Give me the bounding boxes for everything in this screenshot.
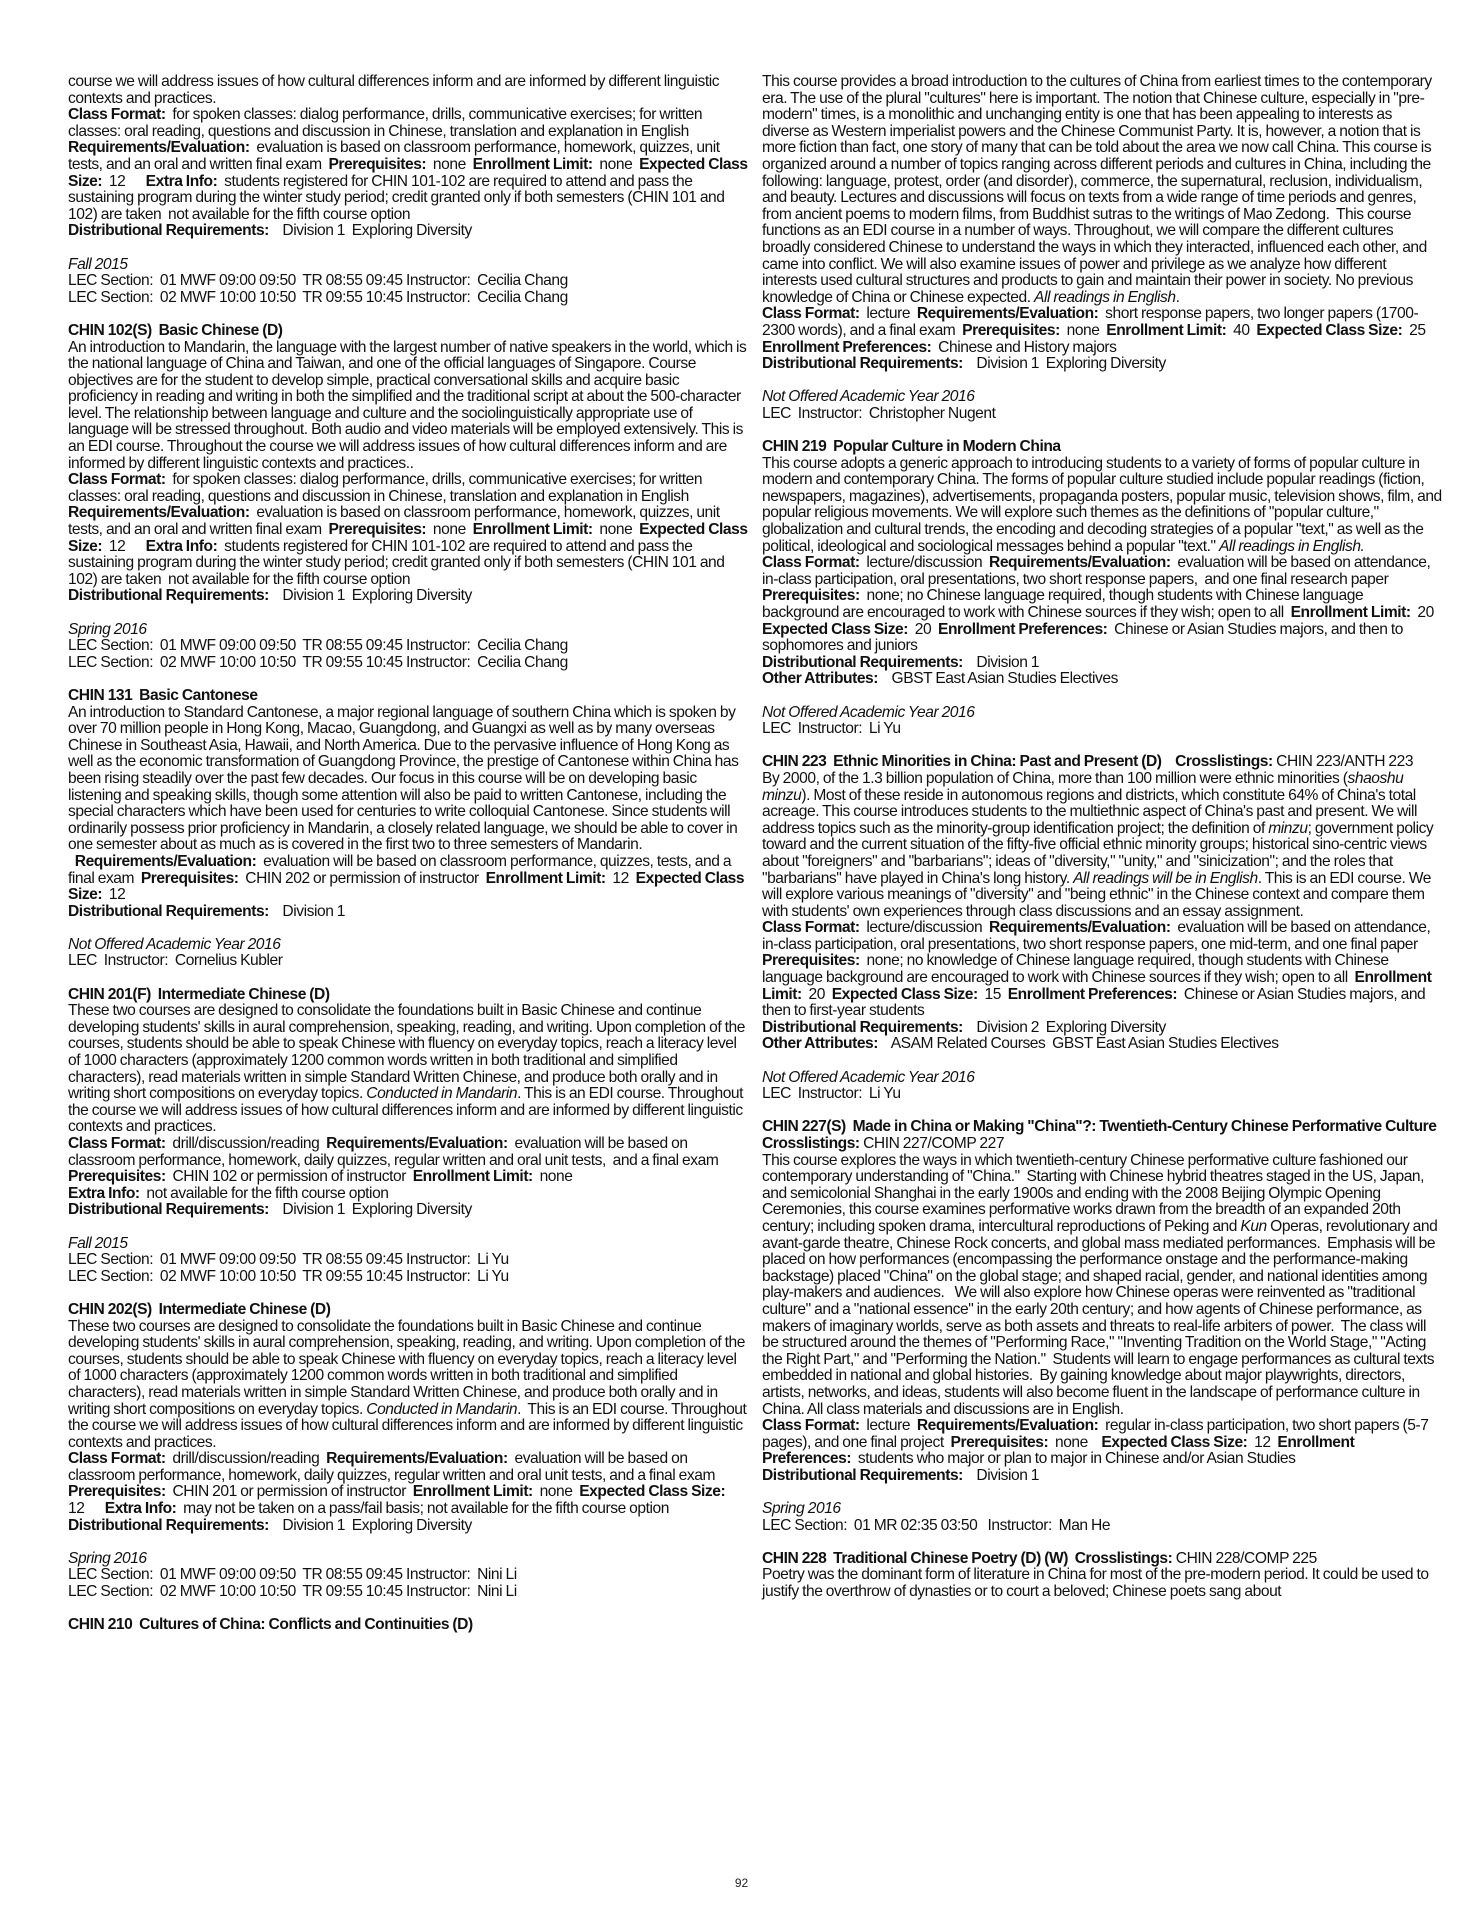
paragraph-gap (68, 1219, 748, 1236)
text-paragraph (762, 406, 1442, 423)
text-paragraph (68, 1302, 748, 1319)
paragraph-gap (762, 422, 1442, 439)
body-text (68, 853, 75, 870)
bold-text: CHIN 201(F) Intermediate Chinese (D) (68, 985, 330, 1003)
page-number: 92 (734, 1876, 749, 1890)
bold-text: Enrollment Limit: (412, 1168, 533, 1186)
text-paragraph (68, 953, 748, 970)
body-text: CHIN 202 or permission of instructor (238, 869, 486, 887)
body-text: Division 1 Exploring Diversity (268, 222, 472, 240)
body-text: for spoken classes: dialog performance, drills, communicative exercises; for written classes: oral reading, questions and discussion in Chinese, translation and explanation in English (68, 471, 706, 505)
body-text: LEC Instructor: Christopher Nugent (762, 404, 996, 422)
body-text: evaluation will be based on classroom performance, homework, daily quizzes, regular written and oral unit tests, and a final exam (68, 1450, 722, 1484)
text-paragraph (68, 854, 748, 904)
body-text: none (426, 155, 473, 173)
body-text: Division 1 (268, 902, 346, 920)
bold-text: Requirements/Evaluation: (326, 1135, 508, 1152)
body-text: 20 (1410, 604, 1441, 621)
bold-text: CHIN 228 Traditional Chinese Poetry (D) (W) Crosslistings: (762, 1549, 1173, 1567)
body-text: drill/discussion/reading (165, 1450, 327, 1468)
text-paragraph (68, 257, 748, 274)
text-paragraph (68, 74, 748, 107)
bold-text: Distributional Requirements: (68, 1516, 269, 1534)
text-paragraph (68, 1269, 748, 1286)
body-text: 12 (102, 537, 146, 555)
paragraph-gap (68, 306, 748, 323)
text-paragraph (68, 1236, 748, 1253)
body-text: lecture/discussion (859, 919, 990, 937)
bold-text: CHIN 227(S) Made in China or Making "China"?: Twentieth-Century Chinese Performative Culture Crosslistings: (762, 1118, 1451, 1152)
text-paragraph (68, 273, 748, 290)
body-text: regular in-class participation, two short papers (5-7 pages), and one final project (762, 1417, 1432, 1451)
body-text: Division 1 Exploring Diversity (268, 587, 472, 605)
bold-text: CHIN 210 Cultures of China: Conflicts and Continuities (D) (68, 1616, 473, 1634)
text-paragraph (762, 754, 1442, 771)
bold-text: Enrollment Limit: (1106, 321, 1227, 339)
bold-text: Expected Class Size: (68, 521, 751, 555)
bold-text: Expected Class Size: (831, 985, 978, 1003)
body-text: lecture/discussion (859, 554, 990, 572)
bold-text: Requirements/Evaluation: (989, 919, 1171, 937)
italic-text: Conducted in Mandarin (366, 1400, 518, 1418)
bold-text: Prerequisites: (762, 952, 860, 970)
bold-text: Distributional Requirements: (68, 587, 269, 605)
body-text: not available for the fifth course option (139, 1184, 389, 1202)
italic-text: All readings will be in English (1073, 869, 1258, 887)
body-text: for spoken classes: dialog performance, drills, communicative exercises; for written classes: oral reading, questions and discussion in Chinese, translation and explanation in English (68, 106, 706, 140)
body-text: 40 (1226, 321, 1257, 339)
bold-text: Requirements/Evaluation: (989, 554, 1171, 572)
body-text: LEC Section: 01 MWF 09:00 09:50 TR 08:55 09:45 Instructor: Cecilia Chang (68, 272, 568, 290)
paragraph-gap (68, 1601, 748, 1618)
text-paragraph (68, 705, 748, 854)
bold-text: Distributional Requirements: (68, 1201, 269, 1219)
text-paragraph (68, 471, 751, 588)
body-text: GBST East Asian Studies Electives (878, 670, 1118, 688)
bold-text: Prerequisites: (962, 321, 1060, 339)
body-text: . This is an EDI course. Throughout the course we will address issues of how cultural differences inform and are informed by different linguistic contexts and practices. (68, 1085, 747, 1136)
text-paragraph (762, 771, 1442, 920)
body-text: none (592, 521, 640, 539)
text-paragraph (762, 721, 1442, 738)
text-paragraph (68, 1551, 748, 1568)
text-paragraph (762, 655, 1442, 672)
body-text: 12 (102, 886, 126, 904)
body-text: LEC Section: 01 MR 02:35 03:50 Instructor: Man He (762, 1516, 1111, 1534)
body-text: Chinese or Asian Studies majors, and then to sophomores and juniors (762, 620, 1407, 655)
text-paragraph (68, 1567, 748, 1584)
paragraph-gap (68, 240, 748, 257)
body-text: none (1048, 1433, 1102, 1451)
bold-text: Enrollment Preferences: (762, 1433, 1358, 1468)
paragraph-gap (68, 1534, 748, 1551)
body-text: evaluation will be based on attendance, in-class participation, oral presentations, two short response papers, one mid-term, and one final paper (762, 919, 1434, 953)
body-text: none; no Chinese language required, though students with Chinese language background are encouraged to work with Chinese sources if they wish; open to all (762, 587, 1367, 621)
text-paragraph (68, 1319, 748, 1452)
body-text: none (532, 1483, 580, 1501)
bold-text: Distributional Requirements: (68, 222, 269, 240)
paragraph-gap (68, 920, 748, 937)
body-text: LEC Section: 01 MWF 09:00 09:50 TR 08:55 09:45 Instructor: Li Yu (68, 1251, 509, 1269)
bold-text: Distributional Requirements: (762, 1018, 963, 1036)
text-paragraph (762, 1118, 1451, 1152)
body-text: Division 1 (962, 653, 1040, 671)
text-paragraph (68, 290, 748, 307)
text-paragraph (762, 306, 1442, 356)
italic-text: Kun (1240, 1217, 1267, 1235)
bold-text: Class Format: (68, 1450, 166, 1468)
body-text: lecture (859, 1417, 917, 1435)
paragraph-gap (68, 671, 748, 688)
body-text: CHIN 201 or permission of instructor (165, 1483, 413, 1501)
bold-text: Prerequisites: (68, 1168, 166, 1186)
text-paragraph (68, 1617, 748, 1634)
text-paragraph (762, 555, 1442, 655)
bold-text: Expected Class Size: (1256, 321, 1403, 339)
body-text: ; government policy toward and the current situation of the fifty-five official ethnic minority groups; historical sino-centric views about "foreigners" and "barbarians"; ideas of "diversity," "unity," and "sinicization"; and the roles that "barbarians" have played in China's long history. (762, 819, 1437, 887)
italic-text: Spring 2016 (762, 1500, 841, 1518)
bold-text: Expected Class Size: (579, 1483, 726, 1501)
paragraph-gap (762, 1484, 1442, 1501)
italic-text: Conducted in Mandarin (366, 1085, 518, 1103)
body-text: evaluation is based on classroom performance, homework, quizzes, unit tests, and an oral and written final exam (68, 139, 724, 173)
body-text: This course adopts a generic approach to introducing students to a variety of forms of popular culture in modern and contemporary China. The forms of popular culture studied include popular readings (fiction, newspapers, magazines), advertisements, propaganda posters, popular music, television shows, film, and popular religious movements. We will explore such themes as the definitions of "popular culture," globalization and cultural trends, the encoding and decoding strategies of a popular "text," as well as the political, ideological and sociological messages behind a popular "text." (762, 454, 1446, 555)
body-text: course we will address issues of how cultural differences inform and are informed by different linguistic contexts and practices. (68, 73, 723, 107)
body-text: . This is an EDI course. We will explore various meanings of "diversity" and "being ethnic" in the Chinese context and compare them with students' own experiences through class discussions and an essay assignment. (762, 869, 1435, 920)
body-text: none (426, 521, 473, 539)
body-text: CHIN 227/COMP 227 (859, 1135, 1005, 1152)
bold-text: Prerequisites: (328, 155, 427, 173)
body-text: These two courses are designed to consolidate the foundations built in Basic Chinese and continue developing students' skills in aural comprehension, speaking, reading, and writing. Upon completion of the courses, students should be able to speak Chinese with fluency on everyday topics, reach a literacy level of 1000 characters (approximately 1200 common words written in both traditional and simplified characters), read materials written in simple Standard Written Chinese, and produce both orally and in writing short compositions on everyday topics. (68, 1002, 749, 1103)
body-text: evaluation will be based on attendance, in-class participation, oral presentations, two short response papers, and one final research paper (762, 554, 1434, 588)
bold-text: CHIN 202(S) Intermediate Chinese (D) (68, 1300, 331, 1318)
body-text: none (1059, 321, 1107, 339)
text-paragraph (68, 904, 748, 921)
body-text: LEC Section: 02 MWF 10:00 10:50 TR 09:55 10:45 Instructor: Nini Li (68, 1583, 517, 1601)
body-text: evaluation is based on classroom performance, homework, quizzes, unit tests, and an oral and written final exam (68, 504, 724, 539)
text-paragraph (762, 1153, 1442, 1419)
italic-text: shaoshu minzu (762, 769, 1407, 804)
body-text: students who major or plan to major in Chinese and/or Asian Studies (851, 1450, 1296, 1468)
body-text: 12 (102, 172, 146, 190)
body-text: By 2000, of the 1.3 billion population of China, more than 100 million were ethnic minorities ( (762, 769, 1348, 787)
body-text: LEC Section: 02 MWF 10:00 10:50 TR 09:55 10:45 Instructor: Cecilia Chang (68, 288, 568, 306)
body-text: 12 (605, 869, 636, 887)
italic-text: Fall 2015 (68, 255, 128, 273)
bold-text: Extra Info: (145, 172, 218, 190)
text-paragraph (762, 74, 1442, 306)
bold-text: Enrollment Limit: (762, 969, 1435, 1003)
bold-text: CHIN 102(S) Basic Chinese (D) (68, 321, 283, 339)
bold-text: Distributional Requirements: (762, 1466, 963, 1484)
bold-text: Expected Class Size: (68, 155, 751, 190)
text-paragraph (762, 671, 1442, 688)
text-paragraph (68, 1584, 748, 1601)
body-text: CHIN 102 or permission of instructor (165, 1168, 413, 1186)
text-paragraph (762, 1518, 1442, 1535)
body-text: drill/discussion/reading (165, 1135, 327, 1152)
text-paragraph (762, 356, 1442, 373)
paragraph-gap (762, 688, 1442, 705)
text-paragraph (762, 1036, 1442, 1053)
text-paragraph (762, 1086, 1442, 1103)
italic-text: Not Offered Academic Year 2016 (762, 703, 975, 721)
bold-text: Class Format: (68, 471, 166, 489)
bold-text: CHIN 131 Basic Cantonese (68, 686, 258, 704)
body-text: An introduction to Mandarin, the language with the largest number of native speakers in the world, which is the national language of China and Taiwan, and one of the official languages of Singapore. Course objectives are for the student to develop simple, practical conversational skills and acquire basic proficiency in reading and writing in both the simplified and the traditional script at about the 500-character level. The relationship between language and culture and the sociolinguistically appropriate use of language will be stressed throughout. Both audio and video materials will be employed extensively. This is an EDI course. Throughout the course we will address issues of how cultural differences inform and are informed by different linguistic contexts and practices.. (68, 338, 750, 472)
body-text: evaluation will be based on classroom performance, homework, daily quizzes, regular written and oral unit tests, and a final exam (68, 1135, 726, 1169)
body-text: LEC Section: 02 MWF 10:00 10:50 TR 09:55 10:45 Instructor: Li Yu (68, 1267, 509, 1285)
bold-text: CHIN 223 Ethnic Minorities in China: Past and Present (D) Crosslistings: (762, 753, 1273, 771)
bold-text: Requirements/Evaluation: (326, 1450, 508, 1468)
text-paragraph (762, 389, 1442, 406)
italic-text: Spring 2016 (68, 620, 147, 638)
text-paragraph (68, 1202, 748, 1219)
bold-text: Requirements/Evaluation: (916, 1417, 1099, 1435)
text-paragraph (762, 1418, 1442, 1468)
bold-text: Class Format: (762, 305, 860, 323)
text-paragraph (68, 937, 748, 954)
bold-text: Enrollment Limit: (1290, 604, 1411, 621)
bold-text: Extra Info: (145, 537, 218, 555)
body-text: . (1175, 288, 1180, 306)
bold-text: Class Format: (762, 1417, 860, 1435)
bold-text: Requirements/Evaluation: (68, 504, 250, 522)
bold-text: Requirements/Evaluation: (74, 852, 257, 870)
bold-text: Expected Class Size: (762, 620, 909, 638)
bold-text: Requirements/Evaluation: (68, 139, 250, 157)
bold-text: Other Attributes: (762, 670, 879, 688)
text-paragraph (762, 1551, 1442, 1568)
body-text: lecture (859, 305, 917, 323)
paragraph-gap (68, 970, 748, 987)
italic-text: Not Offered Academic Year 2016 (762, 1068, 975, 1086)
body-text: An introduction to Standard Cantonese, a major regional language of southern China which is spoken by over 70 million people in Hong Kong, Macao, Guangdong, and Guangxi as well as by many overseas Chinese in Southeast Asia, Hawaii, and North America. Due to the pervasive influence of Hong Kong as well as the economic transformation of Guangdong Province, the prestige of Cantonese within China has been rising steadily over the past few decades. Our focus in this course will be on developing basic listening and speaking skills, though some attention will also be paid to written Cantonese, including the special characters which have been used for centuries to write colloquial Cantonese. Since students will ordinarily possess prior proficiency in Mandarin, a closely related language, we should be able to cover in one semester about as much as is covered in the first two to three semesters of Mandarin. (68, 703, 742, 854)
text-paragraph (762, 439, 1442, 456)
paragraph-gap (762, 1534, 1442, 1551)
body-text: Division 1 Exploring Diversity (268, 1516, 472, 1534)
paragraph-gap (68, 1285, 748, 1302)
text-paragraph (68, 340, 748, 473)
text-paragraph (762, 1468, 1442, 1485)
text-paragraph (68, 638, 748, 655)
body-text: students registered for CHIN 101-102 are required to attend and pass the sustaining program during the winter study period; credit granted only if both semesters (CHIN 101 and 102) are taken not available for the fifth course option (68, 537, 728, 588)
paragraph-gap (68, 605, 748, 622)
text-paragraph (762, 1567, 1442, 1600)
text-paragraph (68, 622, 748, 639)
body-text: LEC Section: 01 MWF 09:00 09:50 TR 08:55 09:45 Instructor: Cecilia Chang (68, 637, 568, 655)
text-paragraph (68, 1186, 748, 1203)
body-text: 12 (68, 1483, 733, 1518)
body-text: none (592, 155, 640, 173)
body-text: Division 1 Exploring Diversity (268, 1201, 472, 1219)
paragraph-gap (762, 373, 1442, 390)
body-text: Division 1 (962, 1466, 1040, 1484)
body-text: ASAM Related Courses GBST East Asian Studies Electives (878, 1035, 1279, 1053)
body-text: LEC Section: 01 MWF 09:00 09:50 TR 08:55 09:45 Instructor: Nini Li (68, 1566, 517, 1584)
body-text: CHIN 228/COMP 225 (1172, 1549, 1317, 1567)
body-text: LEC Instructor: Cornelius Kubler (68, 952, 283, 970)
body-text: This course provides a broad introduction to the cultures of China from earliest times to the contemporary era. The use of the plural "cultures" here is important. The notion that Chinese culture, especially in "pre-modern" times, is a monolithic and unchanging entity is one that has been appealing to interests as diverse as Western imperialist powers and the Chinese Communist Party. It is, however, a notion that is more fiction than fact, one story of many that can be told about the area we now call China. This course is organized around a number of topics ranging across different periods and cultures in China, including the following: language, protest, order (and disorder), commerce, the supernatural, reclusion, individualism, and beauty. Lectures and discussions will focus on texts from a wide range of time periods and genres, from ancient poems to modern films, from Buddhist sutras to the writings of Mao Zedong. This course functions as an EDI course in a number of ways. Throughout, we will compare the different cultures broadly considered Chinese to understand the ways in which they interacted, influenced each other, and came into conflict. We will also examine issues of power and privilege as we analyze how different interests used cultural structures and products to gain and maintain their power in society. No previous knowledge of China or Chinese expected. (762, 73, 1436, 306)
text-paragraph (68, 1003, 748, 1136)
bold-text: Prerequisites: (328, 521, 427, 539)
bold-text: Prerequisites: (950, 1433, 1049, 1451)
bold-text: Enrollment Limit: (412, 1483, 533, 1501)
bold-text: Prerequisites: (762, 587, 860, 605)
bold-text: Requirements/Evaluation: (916, 305, 1099, 323)
text-paragraph (762, 705, 1442, 722)
bold-text: CHIN 219 Popular Culture in Modern China (762, 438, 1061, 456)
italic-text: Not Offered Academic Year 2016 (68, 935, 281, 953)
bold-text: Class Format: (762, 919, 860, 937)
paragraph-gap (762, 738, 1442, 755)
italic-text: minzu (1268, 819, 1308, 837)
italic-text: All readings in English. (1218, 537, 1365, 555)
bold-text: Extra Info: (104, 1500, 177, 1518)
italic-text: Fall 2015 (68, 1234, 128, 1252)
paragraph-gap (762, 1053, 1442, 1070)
text-paragraph (762, 920, 1442, 1020)
body-text: none; no knowledge of Chinese language required, though students with Chinese language background are encouraged to work with Chinese sources if they wish; open to all (762, 952, 1392, 987)
body-text: 15 (977, 985, 1008, 1003)
body-text: Division 2 Exploring Diversity (962, 1018, 1166, 1036)
body-text: Poetry was the dominant form of literature in China for most of the pre-modern period. It could be used to justify the overthrow of dynasties or to court a beloved; Chinese poets sang about (762, 1566, 1432, 1601)
text-paragraph (68, 588, 748, 605)
body-text: Chinese and History majors (931, 338, 1117, 356)
body-text: CHIN 223/ANTH 223 (1272, 753, 1414, 771)
bold-text: Enrollment Limit: (472, 155, 593, 173)
text-paragraph (68, 1136, 748, 1186)
bold-text: Enrollment Preferences: (1007, 985, 1178, 1003)
text-paragraph (762, 1501, 1442, 1518)
bold-text: Extra Info: (68, 1184, 140, 1202)
text-paragraph (68, 655, 748, 672)
right-column (762, 73, 1451, 1601)
body-text: . This is an EDI course. Throughout the course we will address issues of how cultural differences inform and are informed by different linguistic contexts and practices. (68, 1400, 750, 1451)
text-paragraph (68, 987, 748, 1004)
bold-text: Class Format: (68, 106, 166, 124)
body-text: may not be taken on a pass/fail basis; not available for the fifth course option (176, 1500, 669, 1518)
paragraph-gap (762, 1103, 1442, 1120)
bold-text: Enrollment Preferences: (938, 620, 1108, 638)
body-text: 25 (1402, 321, 1433, 339)
bold-text: Prerequisites: (140, 869, 239, 887)
body-text: Division 1 Exploring Diversity (962, 355, 1166, 373)
body-text: Operas, revolutionary and avant-garde theatre, Chinese Rock concerts, and global mass mediated performances. Emphasis will be placed on how performances (encompassing the performance onstage and the performance-making backstage) placed "China" on the global stage; and shaped racial, gender, and national identities among play-makers and audiences. We will also explore how Chinese operas were reinvented as "traditional culture" and a "national essence" in the early 20th century; and how agents of Chinese performance, as makers of imaginary worlds, serve as both assets and threats to real-life arbiters of power. The class will be structured around the themes of "Performing Race," "Inventing Tradition on the World Stage," "Acting the Right Part," and "Performing the Nation." Students will learn to engage performances as cultural texts embedded in national and global histories. By gaining knowledge about major playwrights, directors, artists, networks, and ideas, students will also become fluent in the landscape of performance culture in China. All class materials and discussions are in English. (762, 1217, 1441, 1418)
body-text: short response papers, two longer papers (1700-2300 words), and a final exam (762, 305, 1419, 339)
body-text: 20 (801, 985, 832, 1003)
body-text: students registered for CHIN 101-102 are required to attend and pass the sustaining program during the winter study period; credit granted only if both semesters (CHIN 101 and 102) are taken not available for the fifth course option (68, 172, 728, 223)
text-paragraph (762, 454, 1446, 556)
body-text: none (532, 1168, 573, 1186)
italic-text: Spring 2016 (68, 1549, 147, 1567)
text-paragraph (68, 323, 748, 340)
bold-text: Expected Class Size: (1101, 1433, 1248, 1451)
text-paragraph (68, 106, 751, 223)
body-text: LEC Instructor: Li Yu (762, 720, 901, 738)
bold-text: Enrollment Limit: (485, 869, 606, 887)
italic-text: Not Offered Academic Year 2016 (762, 388, 975, 406)
left-column (68, 73, 751, 1634)
text-paragraph (68, 688, 748, 705)
text-paragraph (762, 1020, 1442, 1037)
body-text: 20 (908, 620, 938, 638)
body-text: Chinese or Asian Studies majors, and then to first-year students (762, 985, 1429, 1020)
bold-text: Distributional Requirements: (68, 902, 269, 920)
body-text: LEC Instructor: Li Yu (762, 1085, 901, 1103)
bold-text: Other Attributes: (762, 1035, 879, 1053)
body-text: This course explores the ways in which twentieth-century Chinese performative culture fashioned our contemporary understanding of "China." Starting with Chinese hybrid theatres staged in the US, Japan, and semicolonial Shanghai in the early 1900s and ending with the 2008 Beijing Olympic Opening Ceremonies, this course examines performative works drawn from the breadth of an expanded 20th century; including spoken drama, intercultural reproductions of Peking and (762, 1151, 1428, 1235)
text-paragraph (68, 1451, 748, 1517)
text-paragraph (68, 223, 748, 240)
body-text: These two courses are designed to consolidate the foundations built in Basic Chinese and continue developing students' skills in aural comprehension, speaking, reading, and writing. Upon completion of the courses, students should be able to speak Chinese with fluency on everyday topics, reach a literacy level of 1000 characters (approximately 1200 common words written in both traditional and simplified characters), read materials written in simple Standard Written Chinese, and produce both orally and in writing short compositions on everyday topics. (68, 1317, 749, 1418)
text-paragraph (68, 1518, 748, 1535)
body-text: LEC Section: 02 MWF 10:00 10:50 TR 09:55 10:45 Instructor: Cecilia Chang (68, 653, 568, 671)
bold-text: Class Format: (762, 554, 860, 572)
bold-text: Distributional Requirements: (762, 355, 963, 373)
italic-text: All readings in English (1034, 288, 1176, 306)
bold-text: Enrollment Preferences: (762, 338, 932, 356)
bold-text: Distributional Requirements: (762, 653, 963, 671)
body-text: ). Most of these reside in autonomous regions and districts, which constitute 64% of China's total acreage. This course introduces students to the multiethnic aspect of China's past and present. We will address topics such as the minority-group identification project; the definition of (762, 786, 1421, 837)
bold-text: Prerequisites: (68, 1483, 166, 1501)
body-text: evaluation will be based on classroom performance, quizzes, tests, and a final exam (68, 852, 735, 887)
text-paragraph (68, 1252, 748, 1269)
bold-text: Class Format: (68, 1135, 166, 1152)
body-text: 12 (1247, 1433, 1278, 1451)
bold-text: Expected Class Size: (68, 869, 748, 904)
bold-text: Enrollment Limit: (472, 521, 593, 539)
text-paragraph (762, 1070, 1442, 1087)
